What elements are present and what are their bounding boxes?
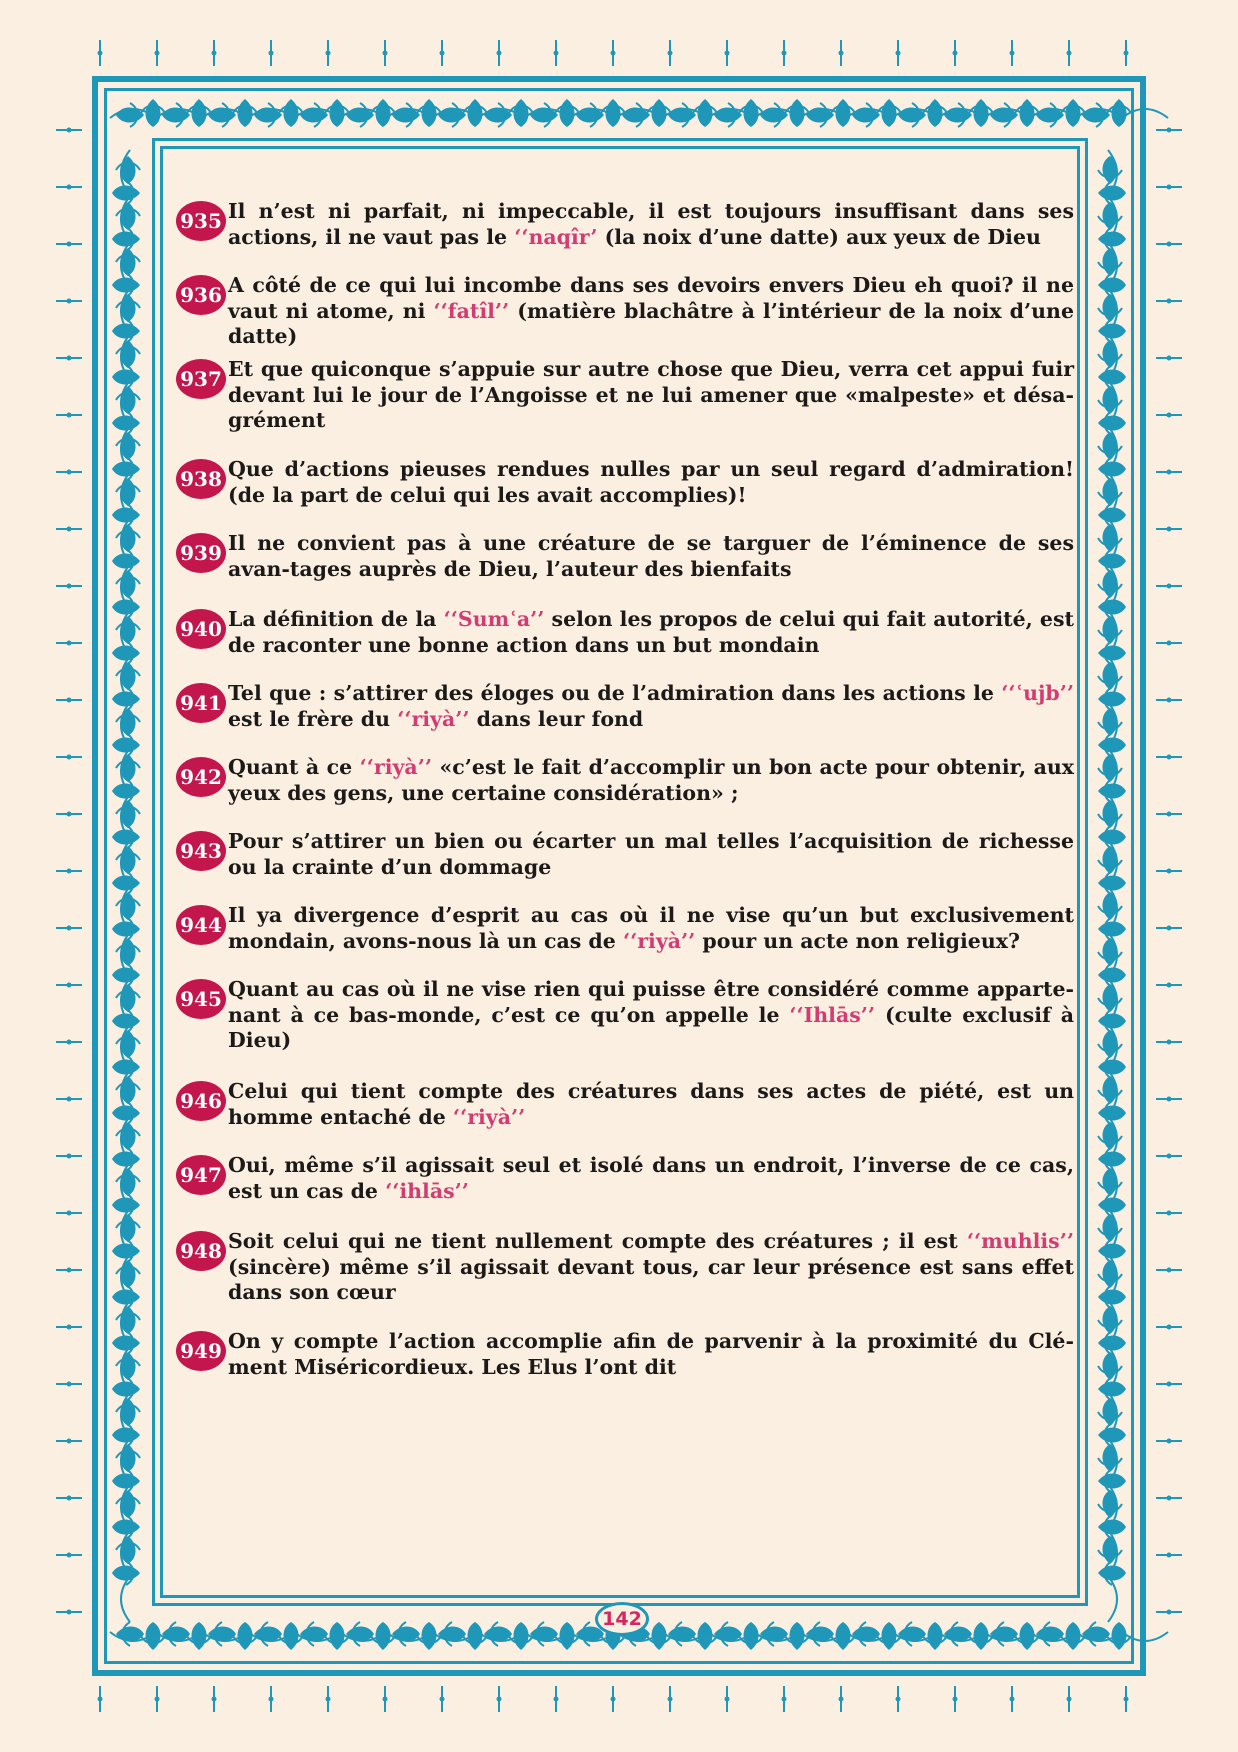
text-segment: Et que quiconque s’appuie sur autre chose que Dieu, verra cet appui fuir devant lui le jour de l’Angoisse et ne lui amener que «malpeste» et désa-grément [228,357,1074,432]
entry-text [228,1079,1074,1130]
text-segment: Tel que : s’attirer des éloges ou de l’admiration dans les actions le [228,681,1002,705]
keyword-term: ‘‘Sumʿa’’ [443,607,545,631]
entry-number-badge: 945 [176,979,226,1019]
text-segment: Celui qui tient compte des créatures dans ses actes de piété, est un homme entaché de [228,1079,1074,1129]
text-segment: pour un acte non religieux? [695,928,1020,953]
text-segment: (la noix d’une datte) aux yeux de Dieu [597,224,1041,249]
entry-number-badge: 947 [176,1155,226,1195]
text-segment: Pour s’attirer un bien ou écarter un mal telles l’acquisition de richesse ou la crainte d’un dommage [228,829,1074,879]
entry-text [228,357,1074,434]
text-segment: La définition de la [228,607,444,631]
entry-number-badge: 935 [176,201,226,241]
entry-text [228,531,1074,582]
entry-number-badge: 938 [176,459,226,499]
text-segment: (matière blachâtre à l’intérieur de la noix d’une datte) [228,298,1075,348]
entry-number-badge: 939 [176,533,226,573]
entry-number-badge: 942 [176,757,226,797]
keyword-term: ‘‘ʿujb’’ [1001,681,1074,705]
entry-number-badge: 937 [176,359,226,399]
keyword-term: ‘‘riyà’’ [622,928,696,953]
entry-number-badge: 940 [176,609,226,649]
entry-text [228,755,1074,806]
entry-number-badge: 941 [176,683,226,723]
text-segment: selon les propos de celui qui fait autorité, est de raconter une bonne action dans un but mondain [228,607,1074,657]
keyword-term: ‘‘riyà’’ [359,755,432,779]
keyword-term: ‘‘Ihlās’’ [789,1002,876,1027]
text-segment: Soit celui qui ne tient nullement compte des créatures ; il est [228,1229,967,1253]
text-segment: Que d’actions pieuses rendues nulles par un seul regard d’admiration! (de la part de celui qui les avait accomplies)! [228,457,1074,507]
text-segment: (culte exclusif à Dieu) [228,1002,1074,1052]
text-segment: est le frère du [228,706,398,731]
text-segment: Il n’est ni parfait, ni impeccable, il est toujours insuffisant dans ses actions, il ne vaut pas le [228,199,1074,249]
text-segment: Il ne convient pas à une créature de se targuer de l’éminence de ses avan-tages auprès de Dieu, l’auteur des bienfaits [228,531,1074,581]
entry-text [228,457,1074,508]
text-segment: «c’est le fait d’accomplir un bon acte pour obtenir, aux yeux des gens, une certaine considération» ; [228,755,1074,805]
entry-number-badge: 936 [176,275,226,315]
keyword-term: ‘‘ihlās’’ [385,1178,469,1203]
text-segment: Il ya divergence d’esprit au cas où il ne vise qu’un but exclusivement mondain, avons-nous là un cas de [228,903,1074,953]
entry-text [228,829,1074,880]
entry-text [228,199,1074,250]
entry-text [228,681,1074,732]
keyword-term: ‘‘muhlis’’ [966,1229,1074,1253]
entry-number-badge: 943 [176,831,226,871]
keyword-term: ‘‘naqîr’ [514,224,598,249]
keyword-term: ‘‘fatîl’’ [433,298,510,323]
entry-text [228,977,1074,1054]
text-segment: A côté de ce qui lui incombe dans ses devoirs envers Dieu eh quoi? il ne vaut ni atome, ni [228,273,1074,323]
text-segment: dans leur fond [469,706,644,731]
entry-text [228,1329,1074,1380]
keyword-term: ‘‘riyà’’ [397,706,470,731]
text-segment: (sincère) même s’il agissait devant tous, car leur présence est sans effet dans son cœur [228,1254,1074,1304]
entry-text [228,607,1074,658]
entry-number-badge: 946 [176,1081,226,1121]
entry-text [228,1229,1074,1306]
text-segment: Quant à ce [228,755,360,779]
entry-number-badge: 949 [176,1331,226,1371]
entry-text [228,273,1074,350]
text-segment: Oui, même s’il agissait seul et isolé dans un endroit, l’inverse de ce cas, est un cas de [228,1153,1074,1203]
entry-number-badge: 948 [176,1231,226,1271]
keyword-term: ‘‘riyà’’ [452,1104,526,1129]
text-segment: On y compte l’action accomplie afin de parvenir à la proximité du Clé-ment Miséricordieux. Les Elus l’ont dit [228,1329,1074,1379]
entry-number-badge: 944 [176,905,226,945]
page-number: 142 [595,1602,649,1636]
text-segment: Quant au cas où il ne vise rien qui puisse être considéré comme apparte-nant à ce bas-monde, c’est ce qu’on appelle le [228,977,1074,1027]
entry-text [228,1153,1074,1204]
entry-text [228,903,1074,954]
